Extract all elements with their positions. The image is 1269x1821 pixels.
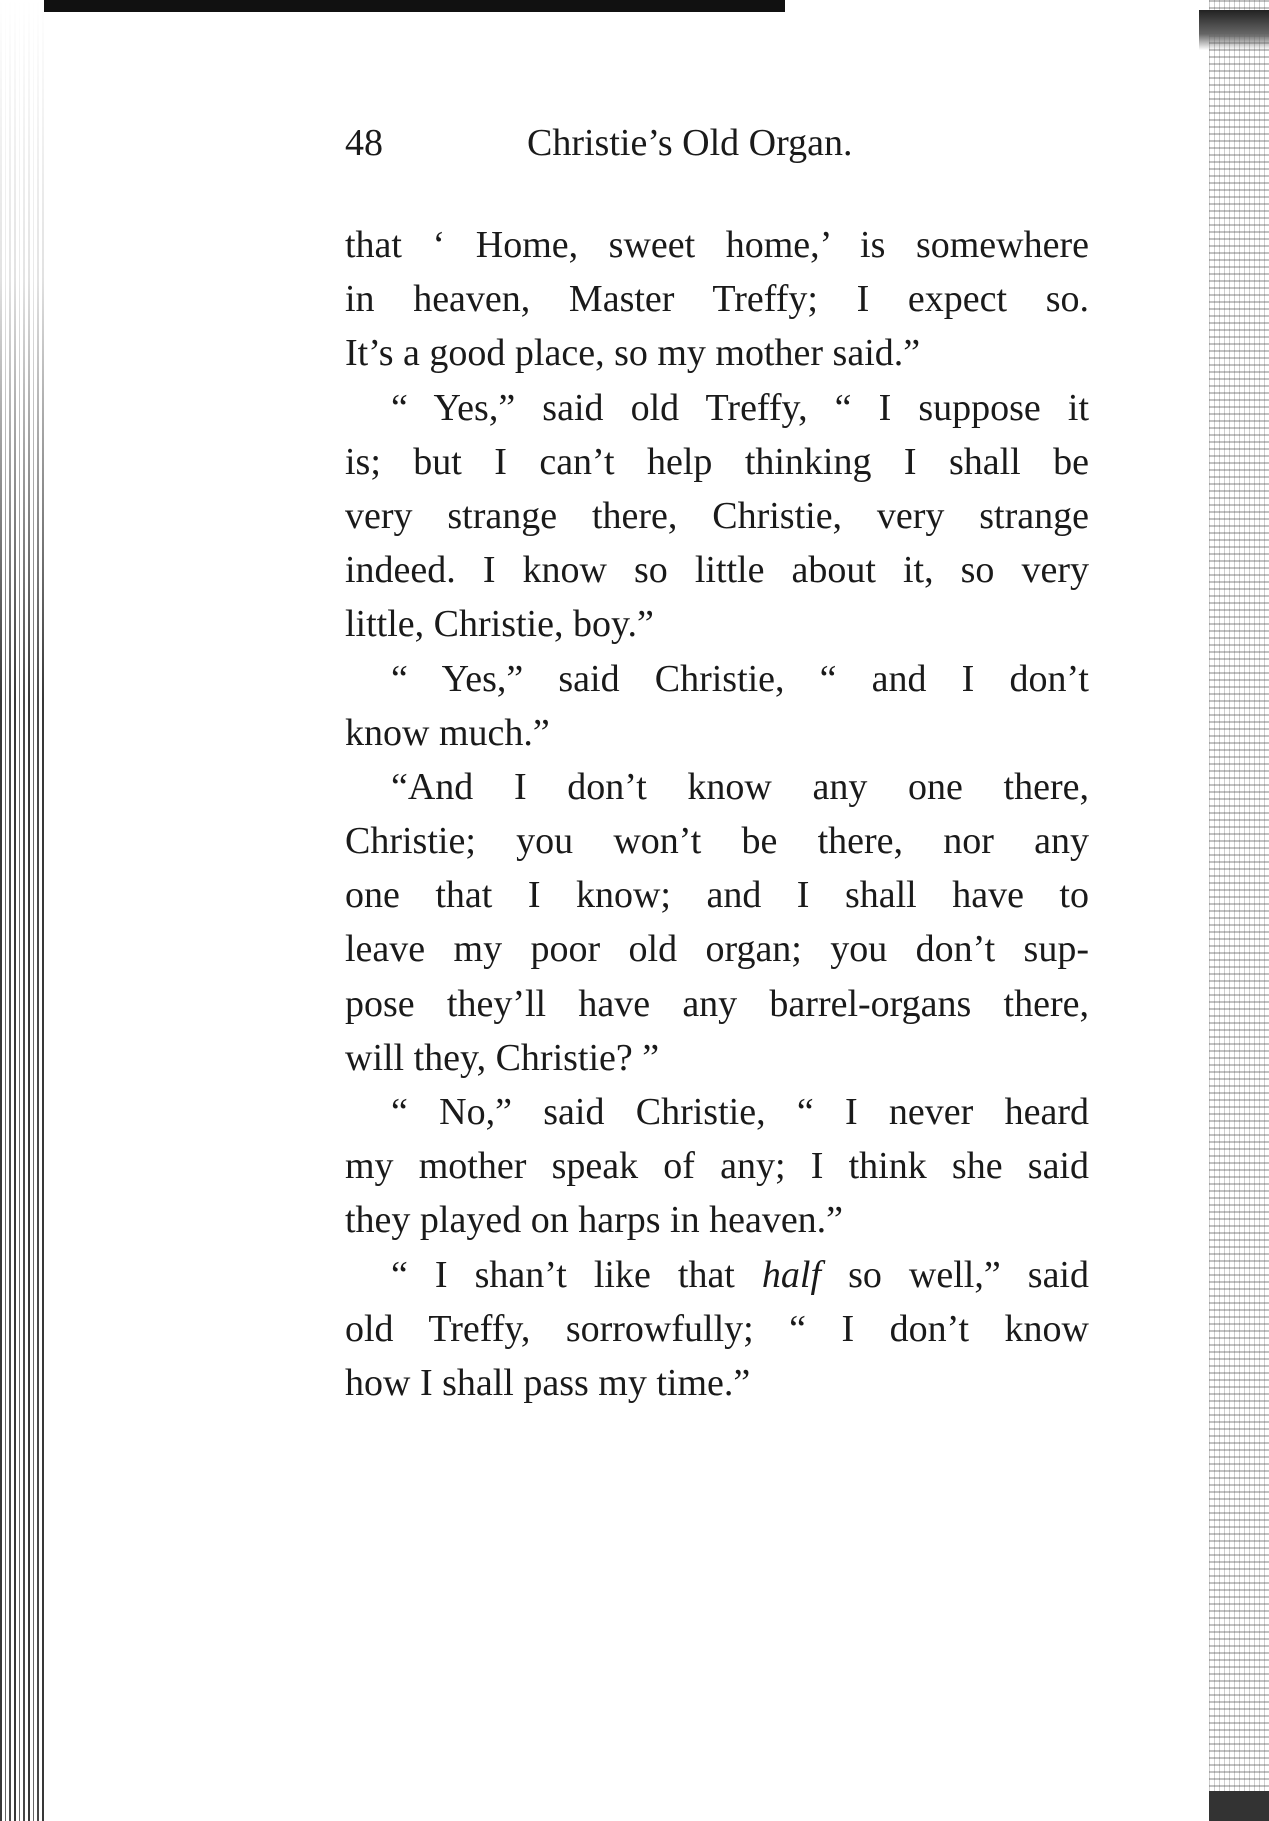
running-title: Christie’s Old Organ. [527,122,853,164]
text-line: one that I know; and I shall have to [345,874,1089,917]
text-line: know much.” [345,711,550,754]
text-line: how I shall pass my time.” [345,1361,751,1404]
text-line: little, Christie, boy.” [345,603,654,646]
text-line: they played on harps in heaven.” [345,1199,844,1242]
scan-corner-top [1199,10,1269,50]
text-line: leave my poor old organ; you don’t sup- [345,928,1089,971]
page-header [345,118,1085,168]
text-line: “ No,” said Christie, “ I never heard [391,1091,1089,1133]
text-line: It’s a good place, so my mother said.” [345,332,921,375]
text-line: “ Yes,” said Christie, “ and I don’t [391,657,1089,700]
text-line: will they, Christie? ” [345,1036,660,1079]
text-line: Christie; you won’t be there, nor any [345,820,1089,863]
text-line: is; but I can’t help thinking I shall be [345,440,1089,483]
scan-top-edge [0,0,785,12]
scan-page-edge [1209,0,1269,1821]
text-line: my mother speak of any; I think she said [345,1145,1089,1188]
text-line: “ Yes,” said old Treffy, “ I suppose it [391,386,1089,429]
body-text [345,218,1089,1410]
text-line: old Treffy, sorrowfully; “ I don’t know [345,1307,1089,1350]
text-line: in heaven, Master Treffy; I expect so. [345,278,1089,321]
scan-corner-bottom [1209,1791,1269,1821]
text-line: “And I don’t know any one there, [391,765,1089,808]
text-line: pose they’ll have any barrel-organs there, [345,982,1089,1025]
page-number: 48 [345,122,383,164]
text-line: that ‘ Home, sweet home,’ is somewhere [345,224,1089,266]
text-line: “ I shan’t like that half so well,” said [391,1253,1089,1296]
text-line: very strange there, Christie, very strange [345,494,1089,537]
text-line: indeed. I know so little about it, so very [345,549,1089,592]
scan-binding-fade [0,0,44,700]
